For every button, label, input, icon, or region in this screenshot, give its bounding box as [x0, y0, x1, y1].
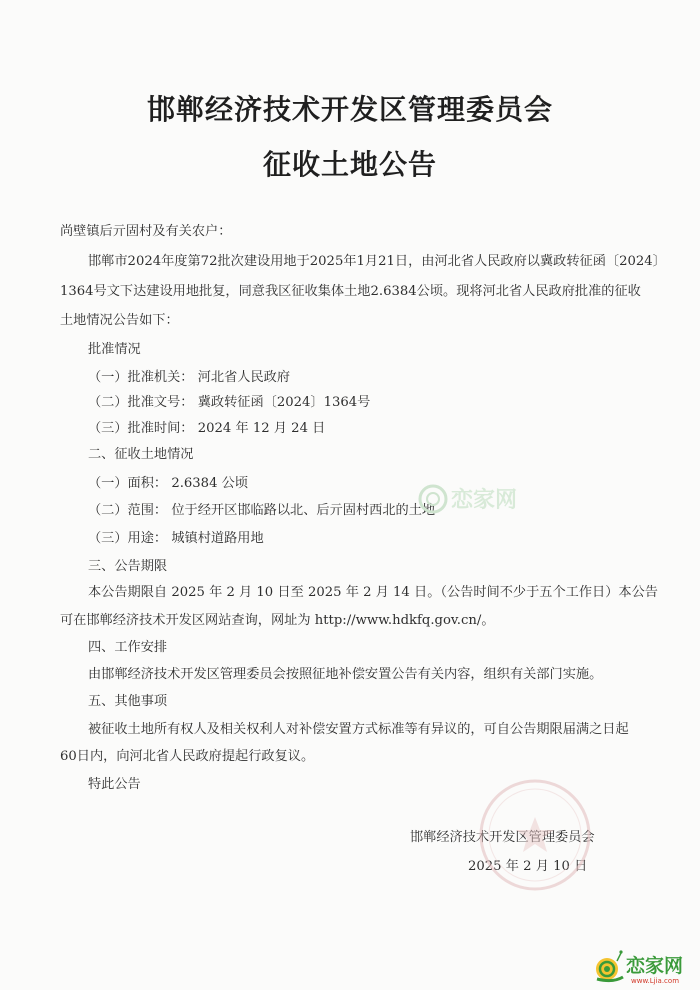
intro-paragraph-line-2: 1364号文下达建设用地批复，同意我区征收集体土地2.6384公顷。现将河北省人民政府批准的征收 [60, 284, 641, 299]
land-use: （三）用途： 城镇村道路用地 [88, 531, 264, 546]
approval-date: （三）批准时间： 2024 年 12 月 24 日 [88, 421, 326, 436]
other-heading: 五、其他事项 [88, 694, 168, 709]
land-heading: 二、征收土地情况 [88, 447, 194, 462]
site-logo[interactable] [593, 945, 693, 985]
other-paragraph-line-1: 被征收土地所有权人及相关权利人对补偿安置方式标准等有异议的，可自公告期限届满之日起 [88, 722, 629, 737]
document-title-org: 邯郸经济技术开发区管理委员会 [146, 93, 553, 126]
period-paragraph-line-1: 本公告期限自 2025 年 2 月 10 日至 2025 年 2 月 14 日。（公告时间不少于五个工作日）本公告 [88, 585, 658, 600]
land-area: （一）面积： 2.6384 公顷 [88, 476, 249, 491]
official-seal-icon [475, 775, 595, 895]
document-title-subject: 征收土地公告 [262, 148, 437, 181]
snail-icon [415, 473, 530, 521]
period-paragraph-line-2: 可在邯郸经济技术开发区网站查询，网址为 http://www.hdkfq.gov.cn/。 [60, 613, 495, 628]
other-paragraph-line-2: 60日内，向河北省人民政府提起行政复议。 [60, 749, 315, 764]
approval-authority: （一）批准机关： 河北省人民政府 [88, 370, 291, 385]
approval-document-number: （二）批准文号： 冀政转征函〔2024〕1364号 [88, 395, 371, 410]
land-scope: （二）范围： 位于经开区邯临路以北、后亓固村西北的土地 [88, 503, 436, 518]
approval-heading: 批准情况 [88, 342, 141, 357]
snail-icon [593, 945, 693, 985]
watermark-text: 恋家网 [451, 488, 518, 513]
intro-paragraph-line-3: 土地情况公告如下： [60, 313, 179, 328]
signature-organization: 邯郸经济技术开发区管理委员会 [410, 830, 595, 845]
work-paragraph: 由邯郸经济技术开发区管理委员会按照征地补偿安置公告有关内容，组织有关部门实施。 [88, 667, 603, 682]
intro-paragraph-line-1: 邯郸市2024年度第72批次建设用地于2025年1月21日，由河北省人民政府以冀政转征函〔2024〕 [88, 254, 666, 269]
salutation: 尚壁镇后亓固村及有关农户： [60, 224, 232, 239]
logo-url: www.Ljia.com [631, 977, 680, 985]
watermark [415, 473, 530, 521]
closing-remark: 特此公告 [88, 777, 141, 792]
signature-date: 2025 年 2 月 10 日 [468, 859, 588, 874]
logo-text: 恋家网 [626, 955, 684, 977]
work-heading: 四、工作安排 [88, 640, 168, 655]
period-heading: 三、公告期限 [88, 559, 168, 574]
